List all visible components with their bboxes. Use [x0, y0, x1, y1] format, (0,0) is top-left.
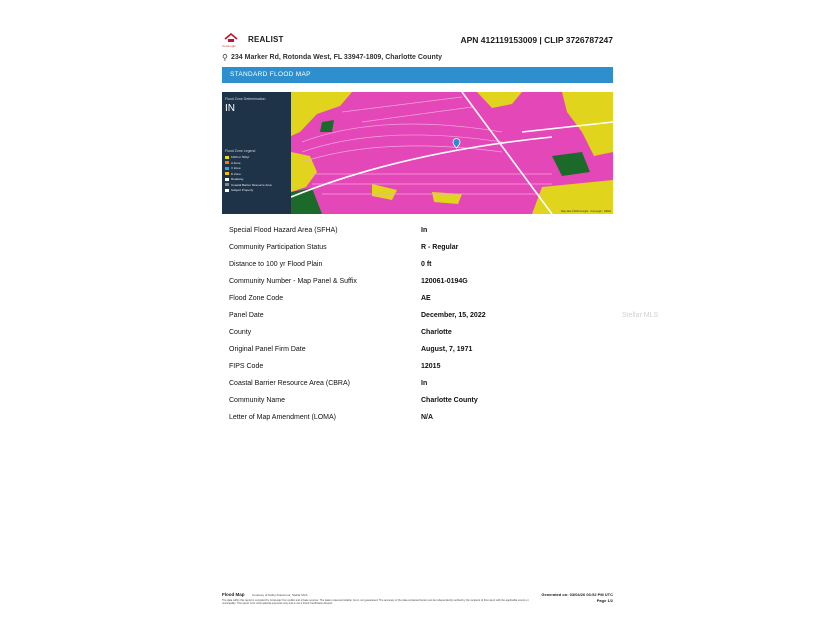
attribute-row — [222, 239, 613, 256]
legend-swatch-icon — [225, 161, 229, 164]
legend-item — [225, 161, 241, 165]
attribute-value: AE — [421, 295, 431, 302]
attribute-value: Charlotte — [421, 329, 452, 336]
brand-name: REALIST — [248, 35, 284, 44]
flood-map[interactable] — [222, 92, 613, 214]
legend-swatch-icon — [225, 172, 229, 175]
legend-swatch-icon — [225, 178, 229, 181]
attribute-label: Special Flood Hazard Area (SFHA) — [229, 227, 338, 234]
attribute-label: FIPS Code — [229, 363, 264, 370]
attribute-row — [222, 409, 613, 426]
legend-label: Roadway — [231, 177, 244, 181]
attribute-label: Flood Zone Code — [229, 295, 284, 302]
legend-title: Flood Zone Legend — [225, 149, 256, 153]
footer-title: Flood Map — [222, 592, 245, 597]
attribute-row — [222, 256, 613, 273]
legend-label: D Zone — [231, 171, 241, 176]
attribute-label: Distance to 100 yr Flood Plain — [229, 261, 323, 268]
generated-timestamp: Generated on: 03/04/26 03:52 PM UTC — [541, 592, 613, 597]
legend-panel — [222, 92, 291, 214]
attribute-label: County — [229, 329, 252, 336]
attribute-row — [222, 341, 613, 358]
attribute-row — [222, 222, 613, 239]
attribute-row — [222, 392, 613, 409]
apn-clip: APN 412119153009 | CLIP 3726787247 — [460, 35, 613, 45]
attribute-row — [222, 290, 613, 307]
legend-label: V Zone — [231, 166, 241, 170]
attribute-label: Community Number - Map Panel & Suffix — [229, 278, 357, 285]
property-address: 234 Marker Rd, Rotonda West, FL 33947-1809, Charlotte County — [231, 54, 442, 61]
attribute-label: Community Name — [229, 397, 286, 404]
attribute-value: Charlotte County — [421, 397, 478, 404]
attribute-value: In — [421, 380, 428, 387]
legend-item — [225, 172, 241, 176]
footer-courtesy: Courtesy of Kathy Dunsmoor, Stellar MLS — [252, 593, 308, 597]
section-title: STANDARD FLOOD MAP — [230, 71, 311, 78]
attribute-value: August, 7, 1971 — [421, 346, 473, 353]
legend-item — [225, 166, 241, 170]
attribute-value: In — [421, 227, 428, 234]
legend-label: A Zone — [231, 160, 241, 165]
attribute-row — [222, 273, 613, 290]
attribute-row — [222, 375, 613, 392]
logo-text: CoreLogic — [222, 44, 236, 48]
legend-label: 1000 or 500yr — [231, 155, 250, 159]
legend-item — [225, 188, 253, 192]
attribute-value: December, 15, 2022 — [421, 312, 486, 319]
attribute-value: 12015 — [421, 363, 441, 370]
flood-attributes-table — [222, 222, 613, 426]
attribute-row — [222, 307, 613, 324]
attribute-label: Coastal Barrier Resource Area (CBRA) — [229, 380, 350, 387]
attribute-value: 120061-0194G — [421, 278, 468, 285]
map-attribution: Map data ©2026 Google · CoreLogic · FEMA — [560, 210, 611, 213]
attribute-value: N/A — [421, 414, 434, 421]
footer-disclaimer: The data within this report is compiled by CoreLogic from public and private sources. The data is deemed reliable, but is not guaranteed. The accuracy of the data contained herein can be independently verified by the recipient of this report with the applicable county or municipality. This report is for informational purposes only and is not a Flood Certification Report. — [222, 599, 529, 606]
legend-item — [225, 177, 244, 181]
legend-swatch-icon — [225, 189, 229, 192]
legend-label: Coastal Barrier Resource Area — [231, 182, 272, 187]
determination-label: Flood Zone Determination — [225, 97, 266, 101]
attribute-label: Original Panel Firm Date — [229, 346, 306, 353]
section-header — [222, 67, 613, 83]
attribute-label: Panel Date — [229, 312, 264, 319]
legend-item — [225, 155, 250, 159]
page-number: Page 1/2 — [596, 598, 613, 603]
watermark: Stellar MLS — [622, 312, 659, 319]
legend-swatch-icon — [225, 156, 229, 159]
attribute-row — [222, 358, 613, 375]
location-pin-icon: ⚲ — [222, 53, 228, 62]
legend-swatch-icon — [225, 167, 229, 170]
attribute-label: Letter of Map Amendment (LOMA) — [229, 414, 336, 421]
legend-label: Subject Property — [231, 188, 254, 192]
attribute-value: R - Regular — [421, 244, 459, 251]
determination-value: IN — [225, 103, 235, 114]
attribute-label: Community Participation Status — [229, 244, 327, 251]
attribute-value: 0 ft — [421, 261, 432, 268]
legend-item — [225, 183, 272, 187]
legend-swatch-icon — [225, 183, 229, 186]
corelogic-logo-icon — [224, 33, 238, 43]
attribute-row — [222, 324, 613, 341]
